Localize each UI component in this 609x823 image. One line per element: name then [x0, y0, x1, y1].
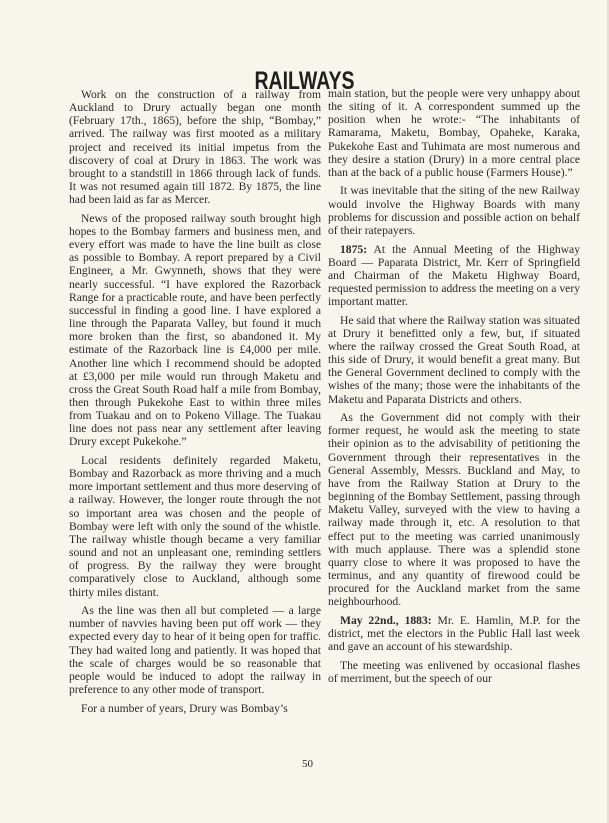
paragraph: It was inevitable that the siting of the new Railway would involve the Highway Boards with many problems for discussion and possible action on behalf of their ratepayers. — [328, 184, 580, 237]
paragraph: News of the proposed railway south brought high hopes to the Bombay farmers and business men, and every effort was made to have the line built as close as possible to Bombay. A report prepared by a Civil Engineer, a Mr. Gwynneth, shows that they were nearly successful. “I have explored the Razorback Range for a practicable route, and have been perfectly successful in finding a good line. I have explored a line through the Paparata Valley, but found it much more broken than the first, so abandoned it. My estimate of the Razorback line is £4,000 per mile. Another line which I recommend should be adopted at £3,000 per mile would run through Maketu and cross the Great South Road half a mile from Bombay, then through Pukekohe East to within three miles from Tuakau and on to Pokeno Village. The Tuakau line does not pass near any settlement after leaving Drury except Pukekohe.” — [69, 211, 321, 449]
date-lead: May 22nd., 1883: — [340, 613, 432, 627]
page-number: 50 — [302, 758, 313, 770]
paragraph: As the line was then all but completed — a large number of navvies having been put off work — they expected every day to hear of it being open for traffic. They had waited long and patiently. It was hoped that the scale of charges would be so reasonable that people would be induced to adopt the railway in preference to any other mode of transport. — [69, 604, 321, 697]
paragraph: He said that where the Railway station was situated at Drury it benefitted only a few, but, if situated where the railway crossed the Great South Road, at this side of Drury, it would benefit a great many. But the General Government declined to comply with the wishes of the many; those were the inhabitants of the Maketu and Paparata Districts and others. — [328, 313, 580, 406]
paragraph-body: Mr. E. Hamlin, M.P. for the district, met the electors in the Public Hall last week and gave an account of his stewardship. — [328, 613, 580, 654]
paragraph-dated — [328, 243, 580, 309]
left-column — [69, 88, 321, 720]
date-lead: 1875: — [340, 242, 368, 256]
paragraph-dated — [328, 614, 580, 653]
paragraph: As the Government did not comply with their former request, he would ask the meeting to state their opinion as to the advisability of petitioning the Government through their representatives in the General Assembly, Messrs. Buckland and May, to have from the Railway Station at Drury to the beginning of the Bombay Settlement, passing through Maketu Valley, surveyed with the view to having a railway made through it, etc. A resolution to that effect put to the meeting was carried unanimously with much applause. There was a splendid stone quarry close to where it was proposed to have the terminus, and any quantity of firewood could be procured for the Auckland market from the same neighbourhood. — [328, 411, 580, 609]
page-title: RAILWAYS — [254, 66, 355, 95]
paragraph: main station, but the people were very unhappy about the siting of it. A correspondent summed up the position when he wrote:- “The inhabitants of Ramarama, Maketu, Bombay, Opaheke, Karaka, Pukekohe East and Tuhimata are most numerous and they desire a station (Drury) in a more central place than at the back of a public house (Farmers House).” — [328, 87, 580, 179]
paragraph-body: At the Annual Meeting of the Highway Board — Paparata District, Mr. Kerr of Springfield and Chairman of the Maketu Highway Board, requested permission to address the meeting on a very important matter. — [328, 242, 580, 309]
paragraph: For a number of years, Drury was Bombay’s — [81, 701, 288, 715]
paragraph: Work on the construction of a railway from Auckland to Drury actually began one month (February 17th., 1865), before the ship, “Bombay,” arrived. The railway was first mooted as a military project and received its initial impetus from the discovery of coal at Drury in 1863. The work was brought to a standstill in 1866 through lack of funds. It was not resumed again till 1872. By 1875, the line had been laid as far as Mercer. — [69, 88, 321, 207]
paragraph: Local residents definitely regarded Maketu, Bombay and Razorback as more thriving and a much more important settlement and thus more deserving of a railway. However, the longer route through the not so important area was chosen and the people of Bombay were left with only the sound of the whistle. The railway whistle though became a very familiar sound and not an unpleasant one, reminding settlers of progress. By the railway they were brought comparatively close to Auckland, although some thirty miles distant. — [69, 454, 321, 599]
paragraph: The meeting was enlivened by occasional flashes of merriment, but the speech of our — [328, 658, 580, 685]
right-column — [328, 87, 580, 690]
